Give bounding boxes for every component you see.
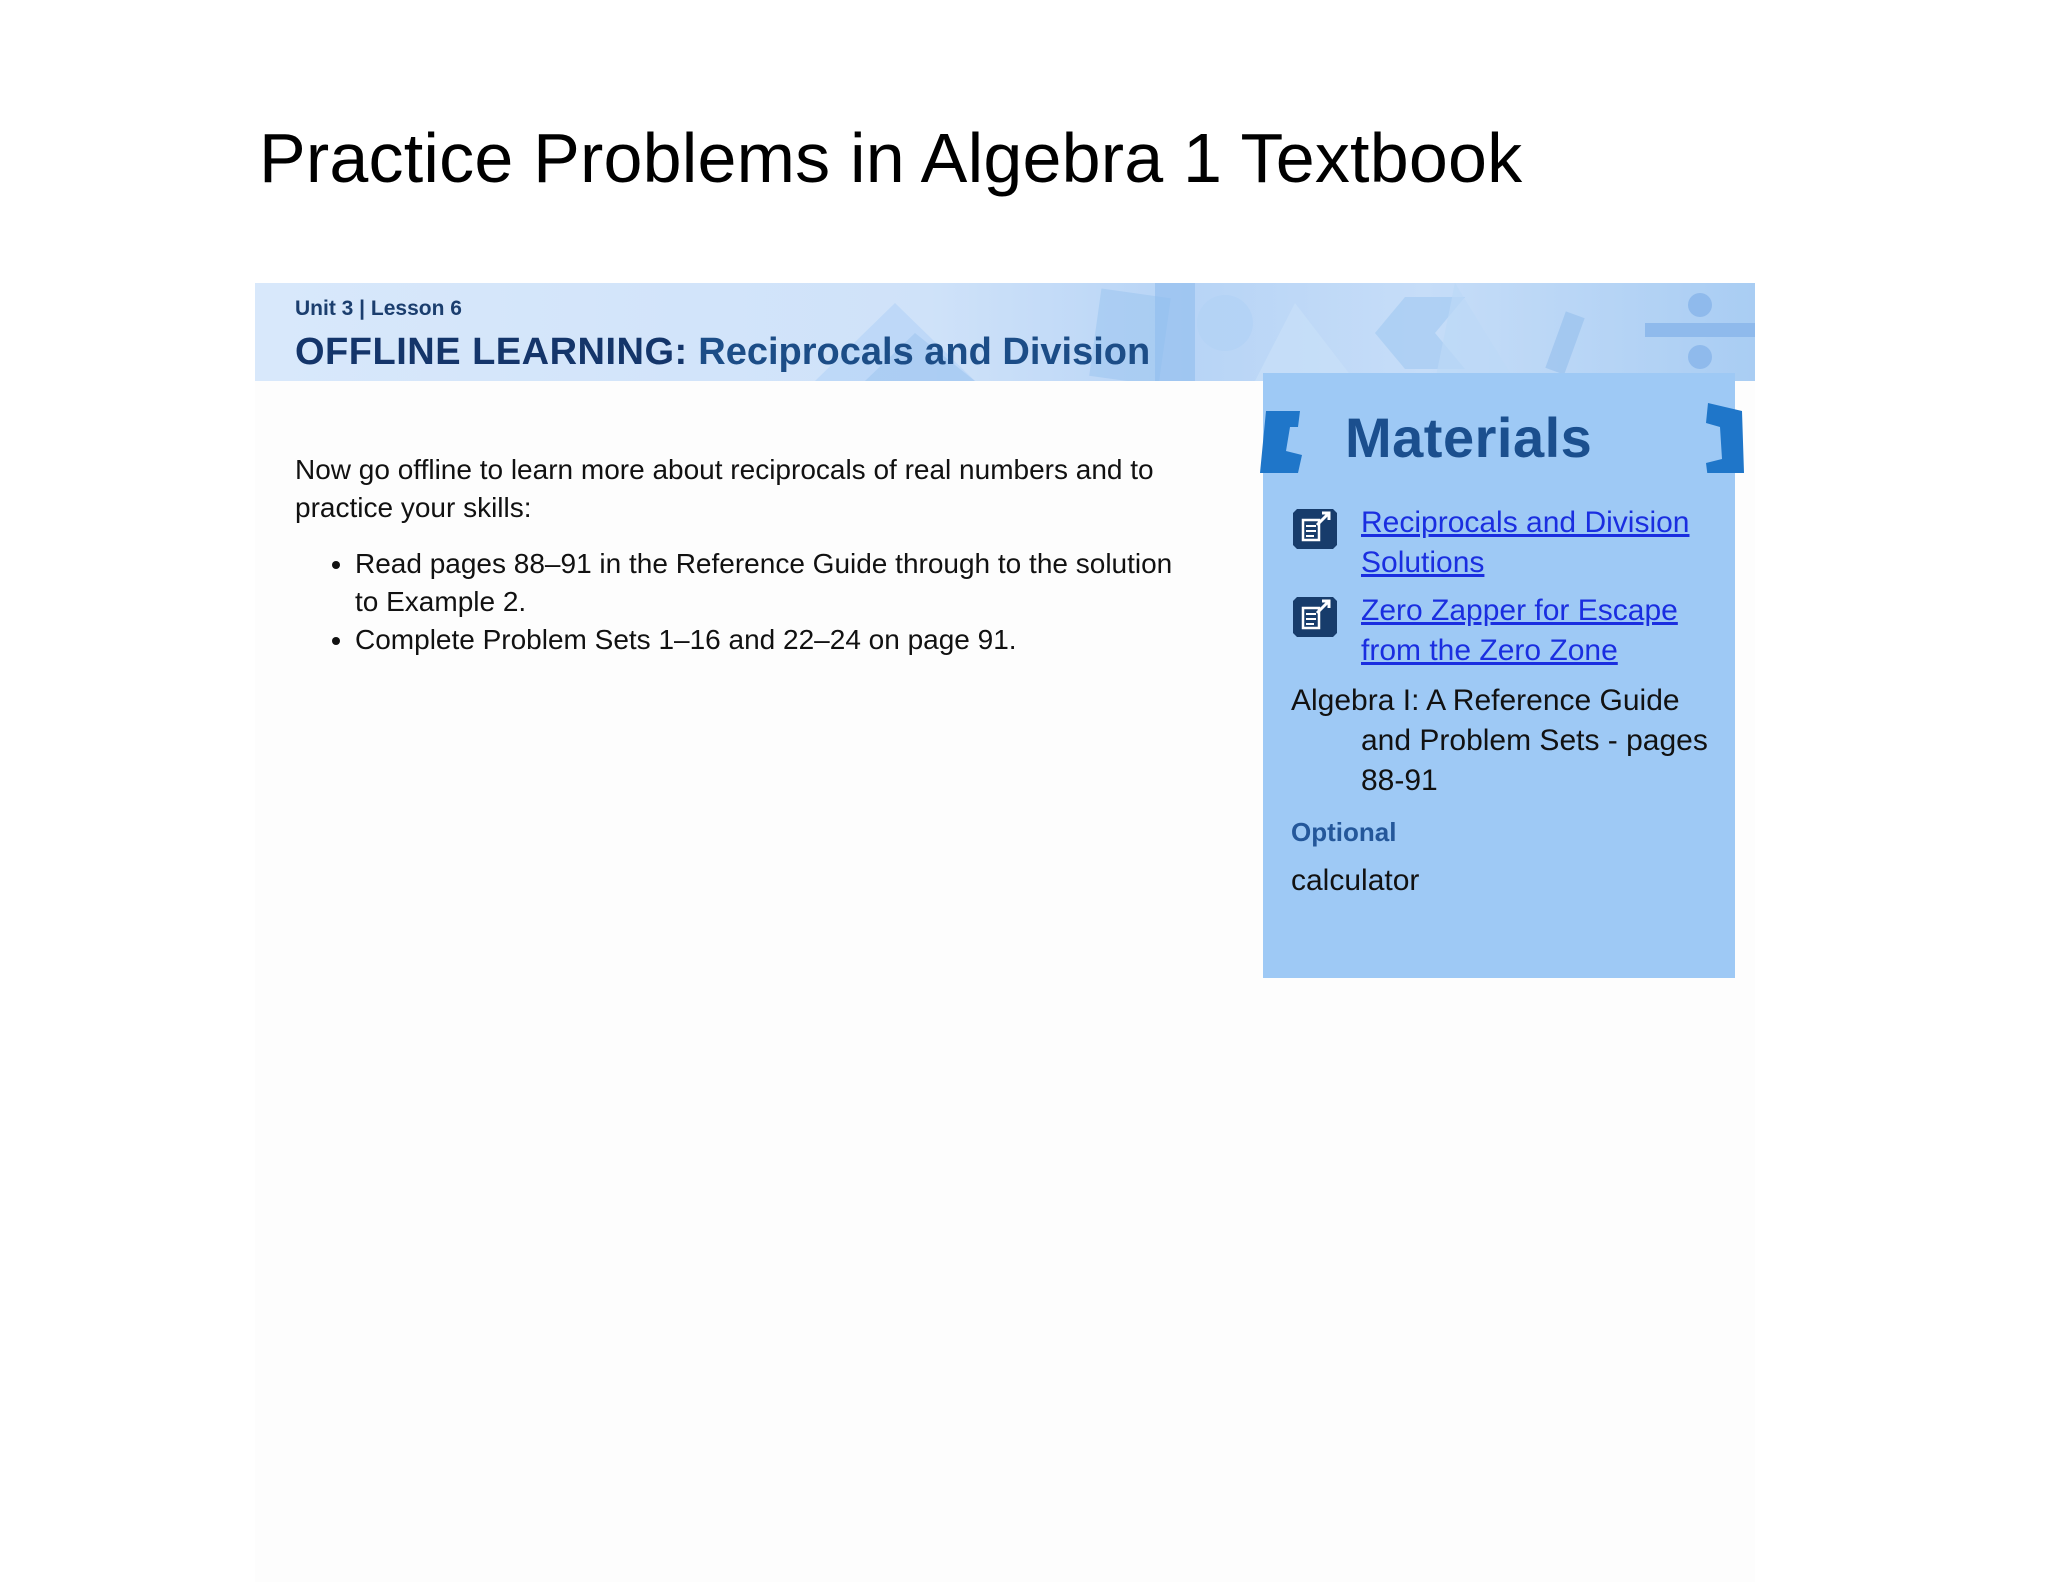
lesson-intro: Now go offline to learn more about reciprocals of real numbers and to practice your skills: [295, 454, 1154, 523]
material-link-label[interactable]: Reciprocals and Division Solutions [1361, 506, 1690, 579]
optional-label: Optional [1291, 817, 1397, 847]
materials-title: Materials [1345, 406, 1593, 469]
lesson-heading [295, 331, 1150, 374]
external-document-icon [1291, 505, 1339, 549]
slide-title: Practice Problems in Algebra 1 Textbook [259, 119, 1523, 197]
optional-item: calculator [1291, 864, 1420, 897]
task-item: • Complete Problem Sets 1–16 and 22–24 on page 91. [355, 621, 1195, 659]
lesson-heading-kicker: OFFLINE LEARNING: [295, 331, 688, 373]
task-item: • Read pages 88–91 in the Reference Guide through to the solution to Example 2. [355, 545, 1195, 621]
material-link-label[interactable]: Zero Zapper for Escape from the Zero Zone [1361, 594, 1678, 667]
unit-lesson-label: Unit 3 | Lesson 6 [295, 297, 462, 320]
external-document-icon [1291, 593, 1339, 637]
lesson-heading-title: Reciprocals and Division [698, 331, 1151, 373]
lesson-panel [255, 283, 1755, 1582]
task-list [295, 545, 1195, 659]
reference-guide-text: Algebra I: A Reference Guide and Problem Sets - pages 88-91 [1291, 684, 1708, 797]
